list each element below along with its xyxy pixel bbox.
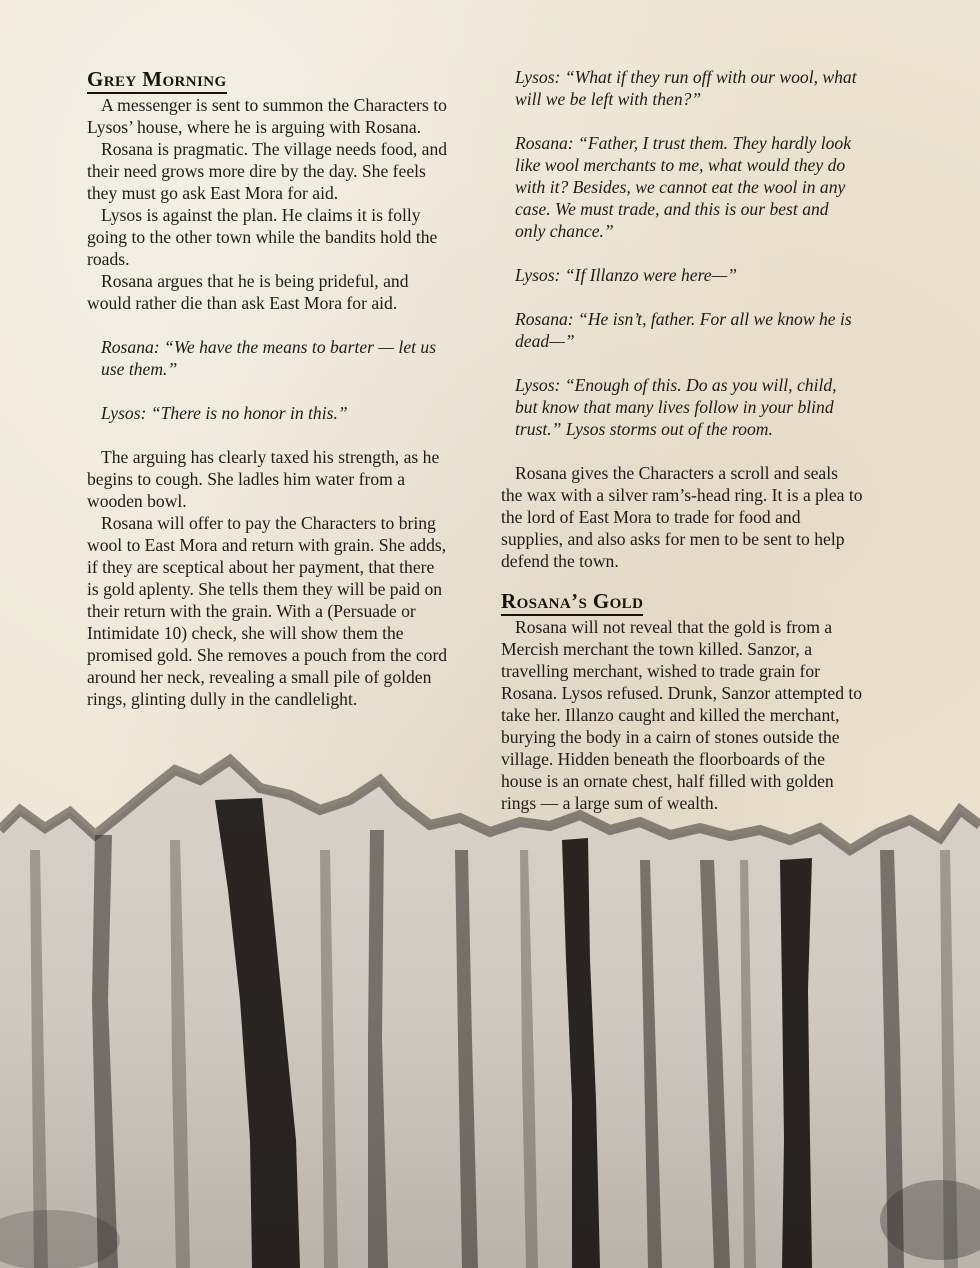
dialog-line: Rosana: “He isn’t, father. For all we know he is dead—”	[515, 309, 852, 351]
forest-illustration	[0, 740, 980, 1268]
dialog-line: Rosana: “Father, I trust them. They hardly look like wool merchants to me, what would they do with it? Besides, we cannot eat the wool in any case. We must trade, and this is our best and only chance.”	[515, 133, 852, 241]
dialog-line: Lysos: “There is no honor in this.”	[101, 403, 348, 423]
paragraph: Rosana gives the Characters a scroll and seals the wax with a silver ram’s-head ring. It is a plea to the lord of East Mora to trade for food and supplies, and also asks for men to be sent to help defend the town.	[501, 463, 863, 571]
paragraph: Rosana will offer to pay the Characters to bring wool to East Mora and return with grain. She adds, if they are sceptical about her payment, that there is gold aplenty. She tells them they will be paid on their return with the grain. With a (Persuade or Intimidate 10) check, she will show them the promised gold. She removes a pouch from the cord around her neck, revealing a small pile of golden rings, glinting dully in the candlelight.	[87, 513, 448, 709]
section-heading-grey-morning: Grey Morning	[87, 66, 227, 94]
paragraph: The arguing has clearly taxed his strength, as he begins to cough. She ladles him water from a wooden bowl.	[87, 447, 440, 511]
left-column	[87, 66, 449, 710]
right-column	[501, 66, 863, 814]
section-heading-rosanas-gold: Rosana’s Gold	[501, 588, 643, 616]
dialog-line: Rosana: “We have the means to barter — let us use them.”	[101, 337, 437, 379]
dialog-block	[501, 66, 863, 440]
dialog-block	[87, 336, 449, 424]
paragraph: Rosana argues that he is being prideful, and would rather die than ask East Mora for aid.	[87, 271, 409, 313]
section-rosanas-gold	[501, 588, 863, 814]
paragraph: A messenger is sent to summon the Characters to Lysos’ house, where he is arguing with Rosana.	[87, 95, 447, 137]
paragraph: Rosana is pragmatic. The village needs food, and their need grows more dire by the day. She feels they must go ask East Mora for aid.	[87, 139, 448, 203]
dialog-line: Lysos: “If Illanzo were here—”	[515, 265, 738, 285]
dialog-line: Lysos: “Enough of this. Do as you will, child, but know that many lives follow in your blind trust.” Lysos storms out of the room.	[515, 375, 837, 439]
dialog-line: Lysos: “What if they run off with our wool, what will we be left with then?”	[515, 67, 857, 109]
paragraph: Lysos is against the plan. He claims it is folly going to the other town while the bandits hold the roads.	[87, 205, 438, 269]
paragraph: Rosana will not reveal that the gold is from a Mercish merchant the town killed. Sanzor, a travelling merchant, wished to trade grain for Rosana. Lysos refused. Drunk, Sanzor attempted to take her. Illanzo caught and killed the merchant, burying the body in a cairn of stones outside the village. Hidden beneath the floorboards of the house is an ornate chest, half filled with golden rings — a large sum of wealth.	[501, 617, 863, 813]
